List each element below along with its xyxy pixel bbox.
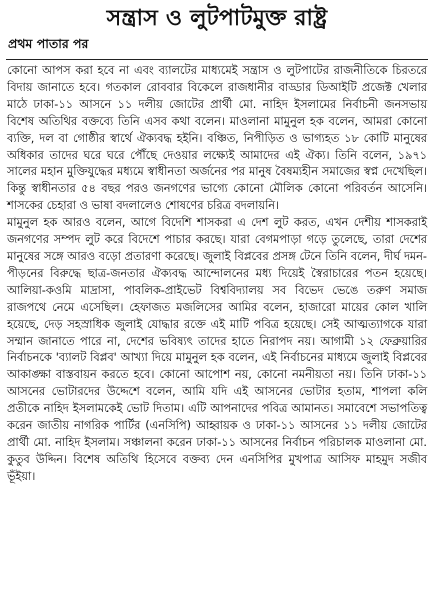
article-paragraph-2: মামুনুল হক আরও বলেন, আগে বিদেশি শাসকরা এ দেশ লুট করত, এখন দেশীয় শাসকরাই জনগণের সম্পদ লুট করে বিদেশে পাচার করছে। যারা বেগমপাড়া গড়ে তুলেছে, তারা দেশের মানুষের সঙ্গে আরও বড়ো প্রতারণা করেছে। জুলাই বিপ্লবের প্রসঙ্গ টেনে তিনি বলেন, দীর্ঘ দমন-পীড়নের বিরুদ্ধে ছাত্র-জনতার ঐক্যবদ্ধ আন্দোলনের মধ্য দিয়েই স্বৈরাচারের পতন হয়েছে। আলিয়া-কওমি মাদ্রাসা, পাবলিক-প্রাইভেট বিশ্ববিদ্যালয় সব বিভেদ ভেঙে তরুণ সমাজ রাজপথে নেমে এসেছিল। হেফাজত মজলিসের আমির বলেন, হাজারো মায়ের কোল খালি হয়েছে, দেড় সহস্রাধিক জুলাই যোদ্ধার রক্তে এই মাটি পবিত্র হয়েছে। সেই আত্মত্যাগকে যারা সম্মান জানাতে পারে না, দেশের ভবিষ্যৎ তাদের হাতে নিরাপদ নয়। আগামী ১২ ফেব্রুয়ারির নির্বাচনকে 'ব্যালট বিপ্লব' আখ্যা দিয়ে মামুনুল হক বলেন, এই নির্বাচনের মাধ্যমে জুলাই বিপ্লবের আকাঙ্ক্ষা বাস্তবায়ন করতে হবে। কোনো আপোশ নয়, কোনো নমনীয়তা নয়। তিনি ঢাকা-১১ আসনের ভোটারদের উদ্দেশে বলেন, আমি যদি এই আসনের ভোটার হতাম, শাপলা কলি প্রতীকে নাহিদ ইসলামকেই ভোট দিতাম। এটি আপনাদের পবিত্র আমানত। সমাবেশে সভাপতিত্ব করেন জাতীয় নাগরিক পার্টির (এনসিপি) আহ্বায়ক ও ঢাকা-১১ আসনের ১১ দলীয় জোটের প্রার্থী মো. নাহিদ ইসলাম। সঞ্চালনা করেন ঢাকা-১১ আসনের নির্বাচন পরিচালক মাওলানা মো. কুতুব উদ্দিন। বিশেষ অতিথি হিসেবে বক্তব্য দেন এনসিপির মুখপাত্র আসিফ মাহমুদ সজীব ভূঁইয়া।	[7, 216, 427, 483]
article-paragraph-1: কোনো আপস করা হবে না এবং ব্যালটের মাধ্যমেই সন্ত্রাস ও লুটপাটের রাজনীতিকে চিরতরে বিদায় জানাতে হবে। গতকাল রোববার বিকেলে রাজধানীর বাড্ডার ডিআইটি প্রজেক্ট খেলার মাঠে ঢাকা-১১ আসনে ১১ দলীয় জোটের প্রার্থী মো. নাহিদ ইসলামের নির্বাচনী জনসভায় বিশেষ অতিথির বক্তব্যে তিনি এসব কথা বলেন। মাওলানা মামুনুল হক বলেন, আমরা কোনো ব্যক্তি, দল বা গোষ্ঠীর স্বার্থে ঐক্যবদ্ধ হইনি। বঞ্চিত, নিপীড়িত ও ভাগ্যহত ১৮ কোটি মানুষের অধিকার তাদের ঘরে ঘরে পৌঁছে দেওয়ার লক্ষ্যেই আমাদের এই ঐক্য। তিনি বলেন, ১৯৭১ সালের মহান মুক্তিযুদ্ধের মধ্যমে স্বাধীনতা অর্জনের পর মানুষ বৈষম্যহীন সমাজের স্বপ্ন দেখেছিল। কিন্তু স্বাধীনতার ৫৪ বছর পরও জনগণের ভাগ্যে কোনো মৌলিক কোনো পরিবর্তন আসেনি। শাসকের চেহারা ও ভাষা বদলালেও শোষণের চরিত্র বদলায়নি।	[7, 64, 427, 213]
divider-rule	[6, 59, 428, 60]
headline: সন্ত্রাস ও লুটপাটমুক্ত রাষ্ট্র	[106, 6, 328, 31]
continued-from-front-page-label: প্রথম পাতার পর	[8, 36, 89, 51]
article-body	[6, 63, 428, 486]
